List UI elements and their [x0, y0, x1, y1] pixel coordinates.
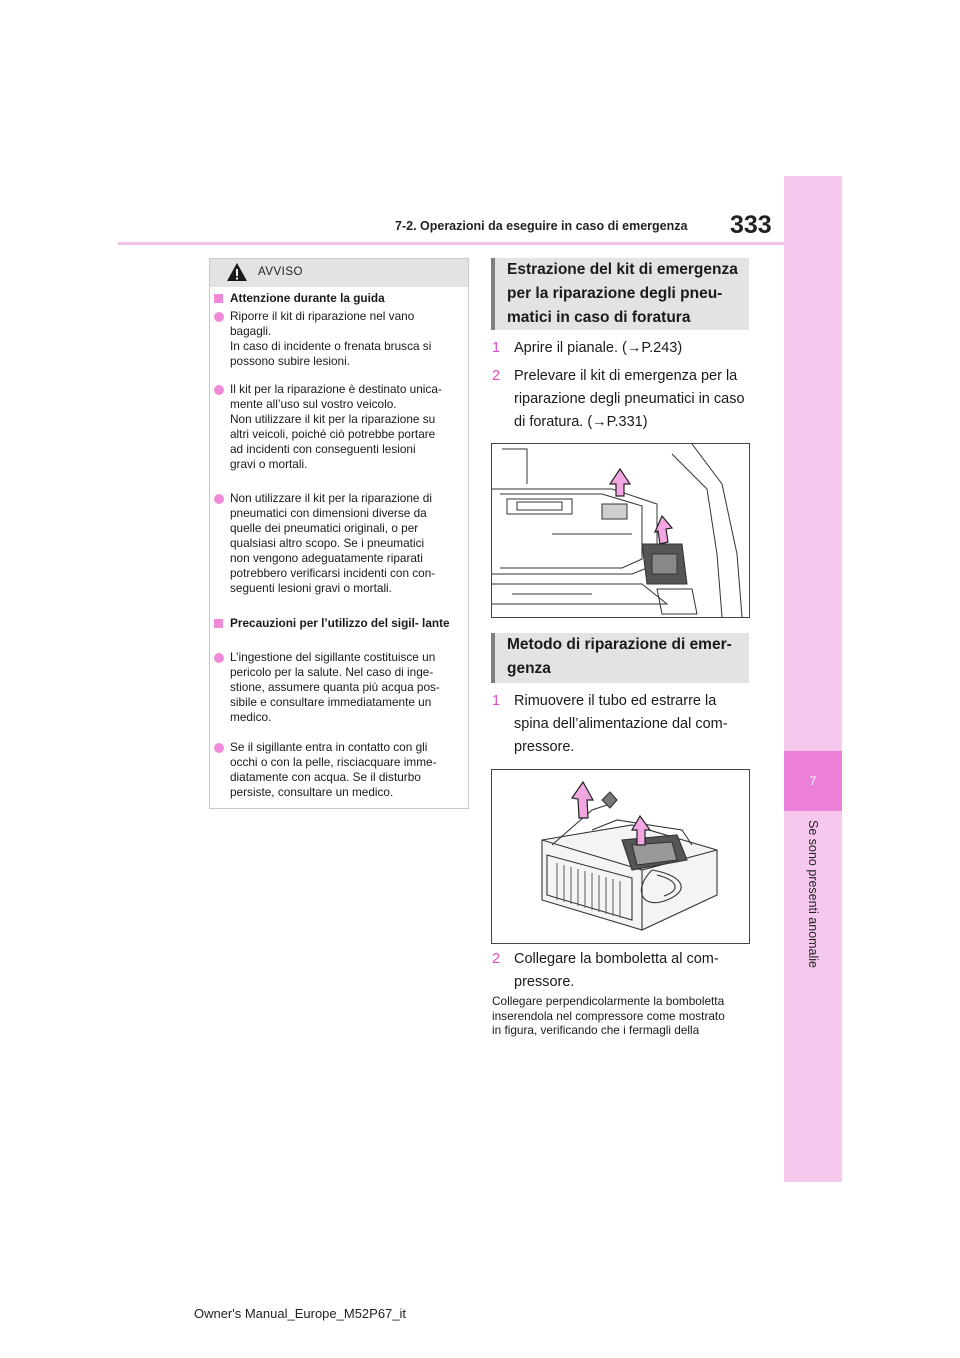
note-text: Collegare perpendicolarmente la bomboletta inserendola nel compressore come mostrato in figura, verificando che i fermagli della [492, 994, 725, 1037]
header-rule [118, 242, 784, 245]
step-text: Aprire il pianale. (→P.243) [514, 340, 683, 356]
compressor-illustration [492, 770, 749, 943]
warning-heading: Precauzioni per l’utilizzo del sigil- lante [230, 616, 450, 630]
bullet-icon [214, 653, 224, 663]
step-number: 1 [492, 340, 501, 356]
chapter-number-tab[interactable] [784, 751, 842, 811]
step-number: 1 [492, 693, 501, 709]
figure-compressor [491, 769, 750, 944]
warning-text: Il kit per la riparazione è destinato unica- mente all’uso sul vostro veicolo. Non utilizzare il kit per la riparazione su altri veicoli, poiché ciò potrebbe portare ad incidenti con conseguenti lesioni gravi o mortali. [230, 382, 442, 471]
warning-text: L’ingestione del sigillante costituisce un pericolo per la salute. Nel caso di inge- stione, assumere quanta più acqua pos- sibile e consultare immediatamente un medico. [230, 650, 440, 724]
square-bullet-icon [214, 294, 223, 303]
step-text: Collegare la bomboletta al com- pressore. [514, 951, 719, 990]
bullet-icon [214, 494, 224, 504]
warning-title: AVVISO [258, 266, 303, 278]
bullet-icon [214, 743, 224, 753]
chapter-title-tab [785, 820, 841, 1010]
warning-text: Non utilizzare il kit per la riparazione di pneumatici con dimensioni diverse da quelle dei pneumatici originali, o per qualsiasi altro scopo. Se i pneumatici non vengono adeguatamente riparati potrebbero verificarsi incidenti con con- seguenti lesioni gravi o mortali. [230, 491, 436, 595]
bullet-icon [214, 385, 224, 395]
section-heading: Metodo di riparazione di emer- genza [507, 636, 732, 677]
footer-text: Owner's Manual_Europe_M52P67_it [193, 1306, 407, 1321]
warning-header [210, 259, 468, 287]
section-title: 7-2. Operazioni da eseguire in caso di emergenza [395, 219, 688, 233]
warning-heading: Attenzione durante la guida [230, 291, 385, 305]
page-number: 333 [730, 211, 772, 239]
square-bullet-icon [214, 619, 223, 628]
figure-luggage-compartment [491, 443, 750, 618]
warning-text: Se il sigillante entra in contatto con gli occhi o con la pelle, risciacquare imme- diatamente con acqua. Se il disturbo persiste, consultare un medico. [230, 740, 437, 799]
warning-triangle-icon [226, 262, 248, 282]
luggage-compartment-illustration [492, 444, 749, 617]
warning-text: Riporre il kit di riparazione nel vano bagagli. In caso di incidente o frenata brusca si possono subire lesioni. [230, 309, 432, 368]
step-text: Prelevare il kit di emergenza per la riparazione degli pneumatici in caso di foratura. (→P.331) [514, 368, 745, 430]
step-text: Rimuovere il tubo ed estrarre la spina dell’alimentazione dal com- pressore. [514, 693, 728, 755]
section-banner-repair [491, 633, 749, 683]
step-number: 2 [492, 368, 501, 384]
section-heading: Estrazione del kit di emergenza per la riparazione degli pneu- matici in caso di foratura [507, 261, 738, 326]
chapter-number: 7 [809, 774, 817, 788]
section-banner-extraction [491, 258, 749, 330]
bullet-icon [214, 312, 224, 322]
chapter-title: Se sono presenti anomalie [806, 820, 820, 969]
step-number: 2 [492, 951, 501, 967]
chapter-side-tab [784, 176, 842, 1182]
